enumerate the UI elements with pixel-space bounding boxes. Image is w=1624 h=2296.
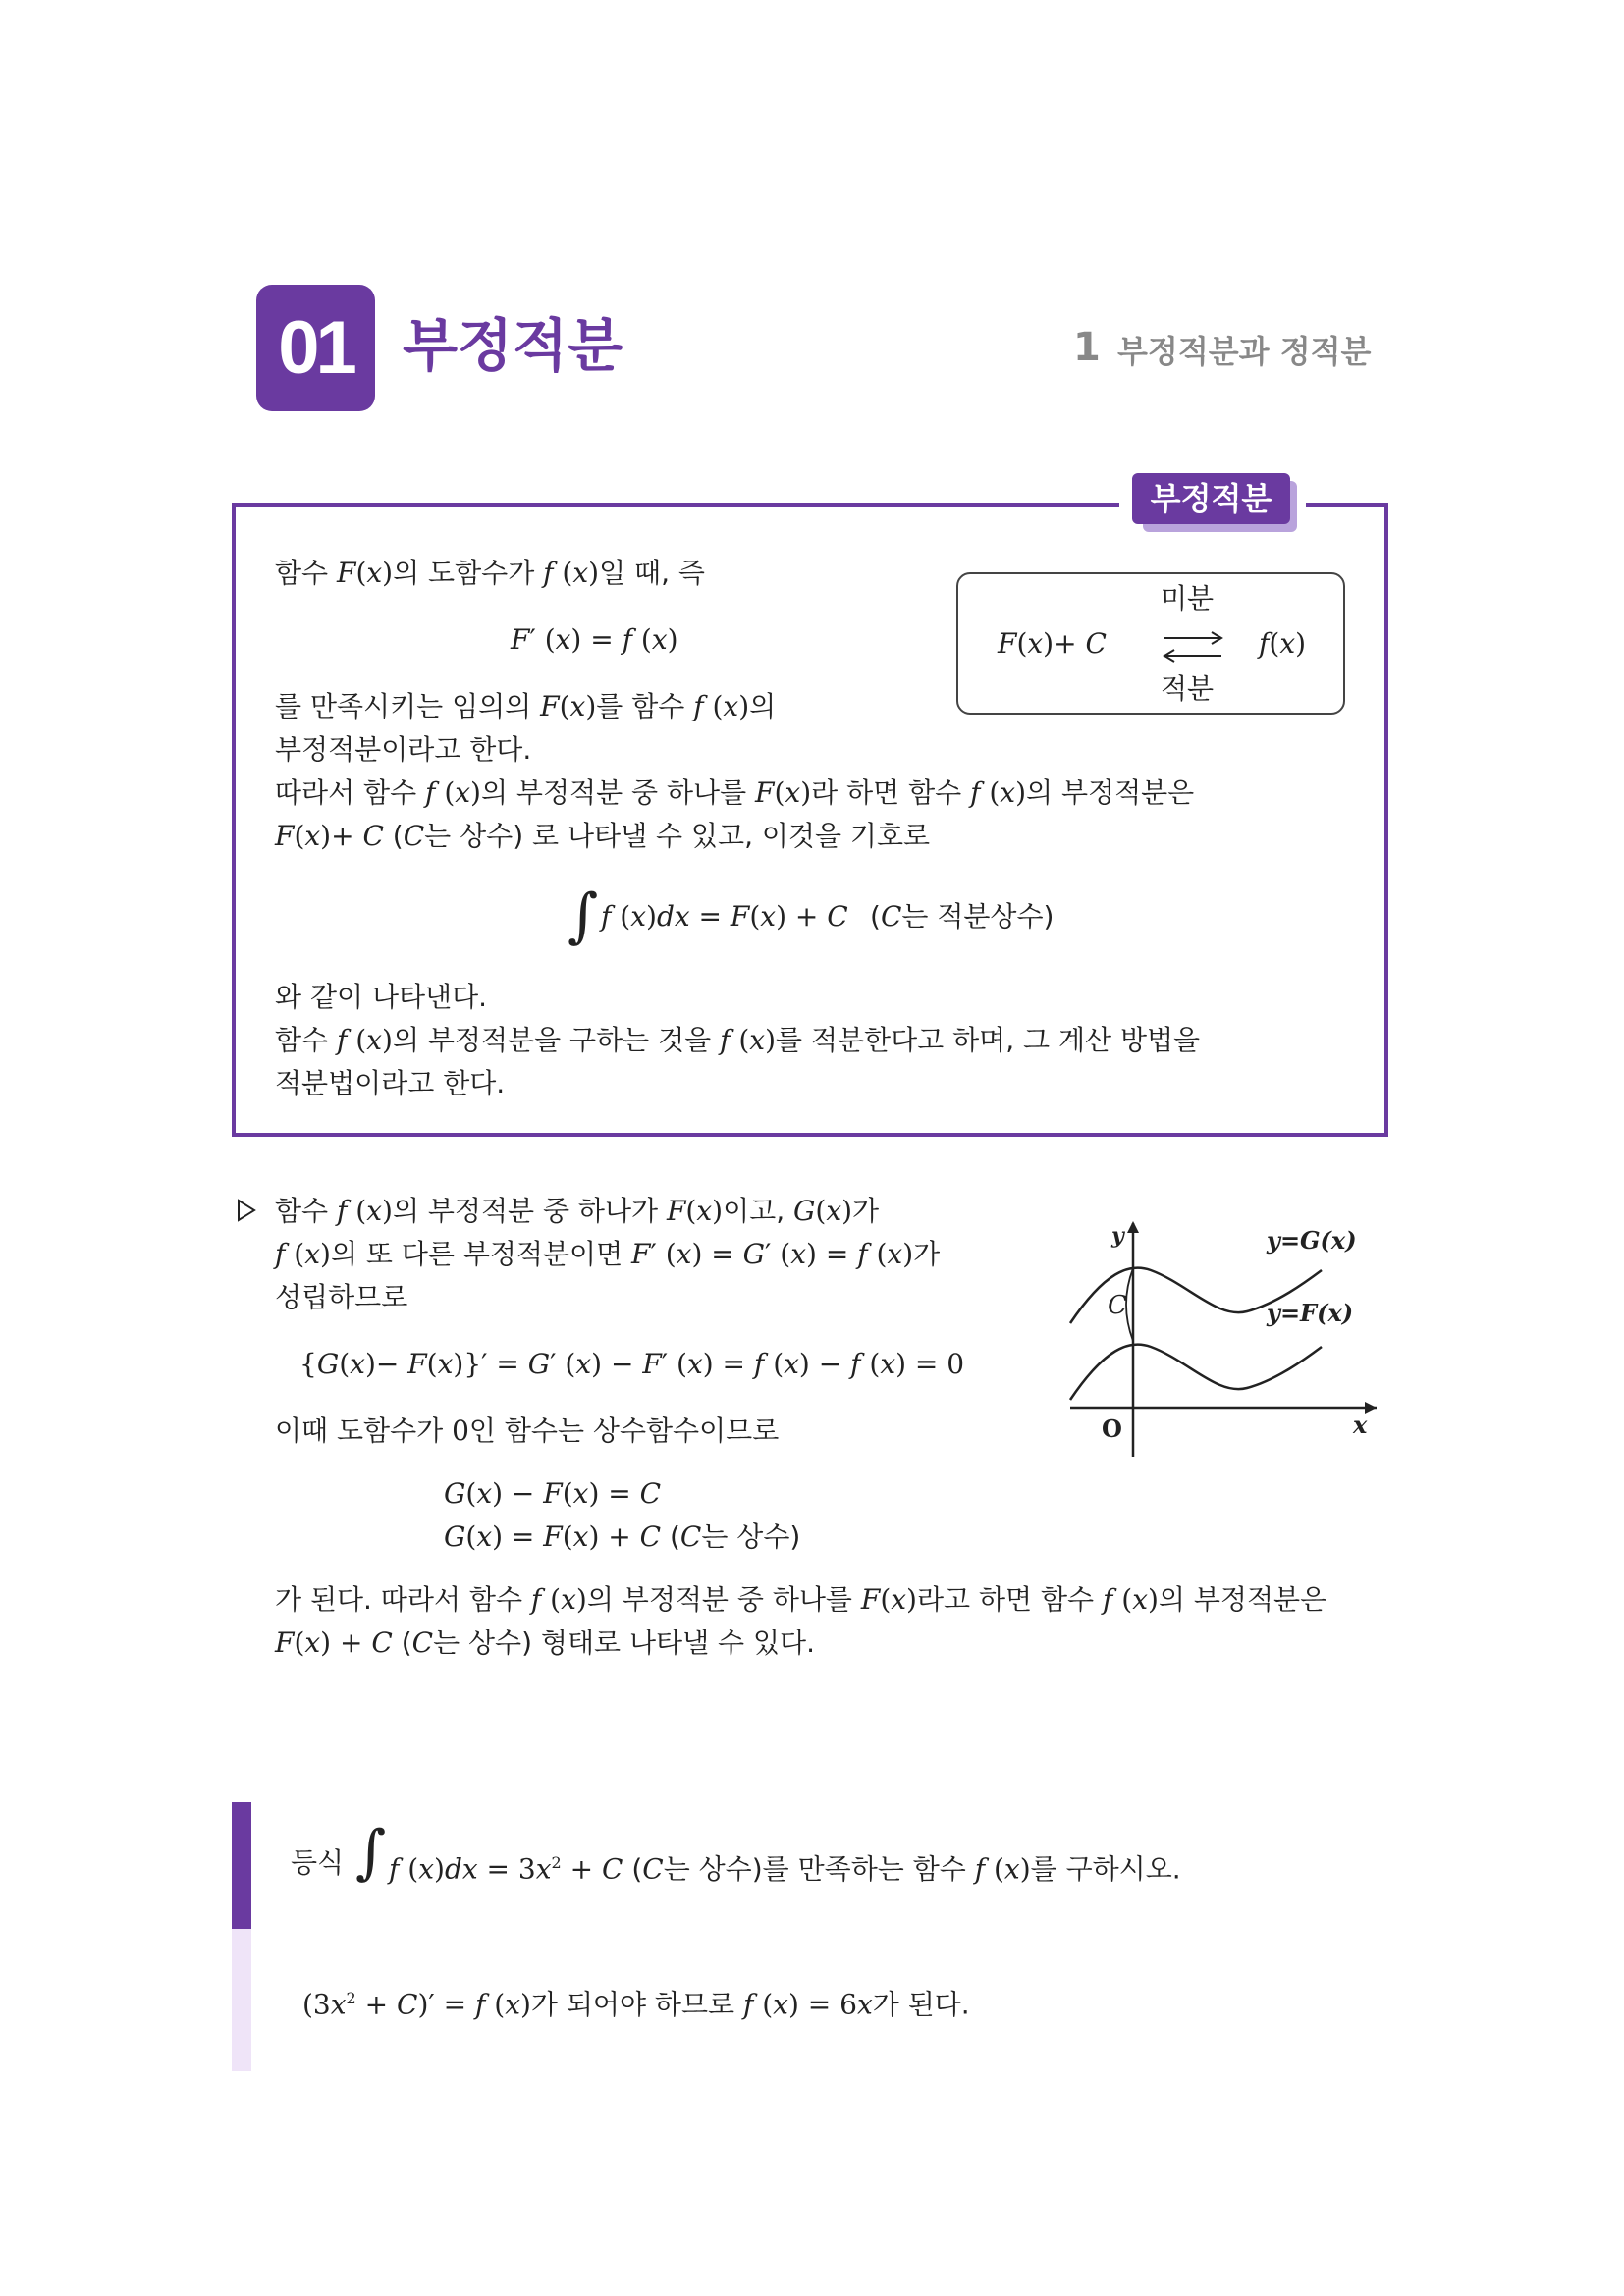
explanation-line-9: F(x) + C (C는 상수) 형태로 나타낼 수 있다. [275, 1627, 815, 1659]
definition-tag: 부정적분 [1132, 473, 1290, 524]
y-axis-label: y [1111, 1223, 1124, 1249]
integral-formula: f (x)dx = F(x) + C [601, 900, 848, 933]
example-question-prefix: 등식 [291, 1846, 345, 1879]
c-label: C [1108, 1291, 1127, 1320]
chapter-title: 부정적분 [403, 312, 623, 379]
diagram-bottom-label: 적분 [1161, 672, 1215, 705]
definition-line-8: 와 같이 나타낸다. [275, 981, 488, 1013]
explanation-line-3: 성립하므로 [275, 1281, 408, 1313]
definition-line-5: 따라서 함수 f (x)의 부정적분 중 하나를 F(x)라 하면 함수 f (x)의 부정적분은 [275, 776, 1195, 809]
equation-g-minus-f: G(x) − F(x) = C [444, 1477, 662, 1510]
explanation-line-8: 가 된다. 따라서 함수 f (x)의 부정적분 중 하나를 F(x)라고 하면 함수 f (x)의 부정적분은 [275, 1583, 1327, 1616]
origin-label: O [1102, 1415, 1122, 1443]
diagram-function: f(x) [1259, 627, 1307, 660]
explanation-line-5: 이때 도함수가 0인 함수는 상수함수이므로 [275, 1415, 780, 1447]
example-question-bar [232, 1802, 251, 1929]
curve-g-label: y=G(x) [1267, 1226, 1357, 1255]
example-answer-bar [232, 1929, 251, 2071]
curve-f [1070, 1345, 1322, 1400]
definition-line-1: 함수 F(x)의 도함수가 f (x)일 때, 즉 [275, 557, 705, 589]
derivative-equation: F′ (x) = f (x) [511, 623, 678, 656]
integral-sign: ∫ [568, 881, 599, 950]
explanation-line-1: 함수 f (x)의 부정적분 중 하나가 F(x)이고, G(x)가 [275, 1195, 880, 1227]
definition-line-10: 적분법이라고 한다. [275, 1067, 506, 1099]
definition-line-4: 부정적분이라고 한다. [275, 733, 532, 766]
example-question: f $(x)dx = 3x^2 + C$ (C는 상수)를 만족하는 함수 f (x)를 구하시오. [389, 1852, 1181, 1886]
equation-g-equals-f-plus-c: G(x) = F(x) + C (C는 상수) [444, 1521, 801, 1553]
explanation-line-2: f (x)의 또 다른 부정적분이면 F′ (x) = G′ (x) = f (x)가 [275, 1238, 941, 1270]
section-title: 부정적분과 정적분 [1117, 333, 1372, 370]
antiderivative-graph [1060, 1213, 1384, 1470]
curve-f-label: y=F(x) [1267, 1299, 1354, 1327]
diagram-arrows-icon [1159, 626, 1227, 666]
x-axis-label: x [1353, 1411, 1368, 1439]
section-number: 1 [1073, 325, 1101, 370]
definition-line-6: F(x)+ C (C는 상수) 로 나타낼 수 있고, 이것을 기호로 [275, 820, 931, 852]
example-answer: $(3x^2 + C)' = f$ (x)가 되어야 하므로 f (x) = 6x가 된다. [302, 1988, 970, 2021]
difference-derivative-equation: {G(x)− F(x)}′ = G′ (x) − F′ (x) = f (x) − f (x) = 0 [299, 1348, 965, 1380]
diagram-top-label: 미분 [1161, 582, 1215, 614]
diagram-antiderivative: F(x)+ C [998, 627, 1107, 660]
y-axis-arrow [1127, 1221, 1139, 1233]
integral-constant-note: (C는 적분상수) [870, 900, 1055, 933]
definition-line-9: 함수 f (x)의 부정적분을 구하는 것을 f (x)를 적분한다고 하며, 그 계산 방법을 [275, 1024, 1201, 1056]
triangle-bullet-icon [236, 1198, 257, 1223]
definition-line-3: 를 만족시키는 임의의 F(x)를 함수 f (x)의 [275, 690, 777, 722]
chapter-number-badge: 01 [256, 285, 375, 411]
example-integral-sign: ∫ [355, 1818, 387, 1887]
